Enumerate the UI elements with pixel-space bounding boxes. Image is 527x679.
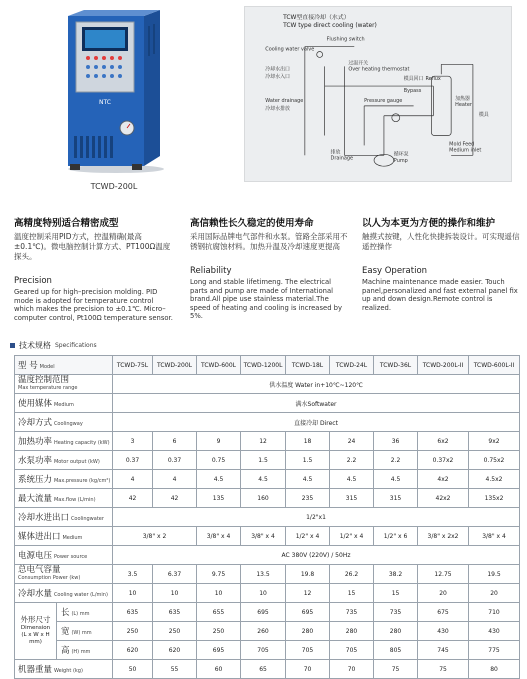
table-row: 水泵功率 Motor output (kW) 0.37 0.37 0.75 1.5 1.5 2.2 2.2 0.37x2 0.75x2 — [15, 451, 520, 470]
feature-zh-body: 采用国际品牌电气部件和水泵。管路全部采用不锈钢抗腐蚀材料。加热升温及冷却速度更提高 — [190, 232, 348, 251]
spec-heading — [10, 340, 97, 351]
diagram-label: 模具回口 — [403, 76, 424, 83]
table-row: 总电气容量 Consumption Power (kw) 3.5 6.37 9.75 13.5 19.8 26.2 38.2 12.75 19.5 — [15, 565, 520, 584]
table-row: 加热功率 Heating capacity (kW) 3 6 9 12 18 24 36 6x2 9x2 — [15, 432, 520, 451]
spec-heading-zh: 技术规格 — [19, 341, 51, 350]
diagram-title-en: TCW type direct cooling (water) — [283, 21, 377, 29]
diagram-label: 排放 — [330, 149, 341, 156]
feature-en-title: Easy Operation — [362, 266, 428, 276]
cooling-diagram — [244, 6, 512, 182]
diagram-label: 加热器 — [455, 95, 470, 102]
table-row: 冷却方式 Coolingway 直接冷却 Direct — [15, 413, 520, 432]
panel-brand: NTC — [99, 99, 111, 106]
table-row: 高 (H) mm 620 620 695 705 705 705 805 745 775 — [15, 641, 520, 660]
diagram-label: Mold Feed — [449, 141, 475, 148]
feature-zh-title: 高精度特别适合精密成型 — [14, 218, 119, 229]
diagram-label: 冷却水排放 — [265, 105, 290, 112]
feature-reliability — [190, 218, 350, 321]
diagram-label: Medium inlet — [449, 147, 482, 154]
spec-heading-en: Specifications — [55, 342, 97, 349]
diagram-label: 冷却水出口 — [265, 66, 290, 73]
table-row: 电源电压 Power source AC 380V (220V) / 50Hz — [15, 546, 520, 565]
machine-image — [58, 6, 168, 174]
feature-zh-body: 触摸式按键，人性化快捷拆装设计。可实现遥信遥控操作 — [362, 232, 520, 251]
diagram-label: Bypass — [403, 88, 422, 95]
diagram-label: Flushing switch — [326, 36, 365, 43]
diagram-label: Pressure gauge — [364, 97, 403, 104]
table-row: 型 号 Model TCWD-75L TCWD-200L TCWD-600L TCWD-1200L TCWD-18L TCWD-24L TCWD-36L TCWD-200L-II TCWD-600L-II — [15, 356, 520, 375]
feature-en-body: Long and stable lifetimeng. The electrical parts and pump are made of International brand.All pipe use stainless material.The speed of heating and cooling is increased by 5%. — [190, 278, 343, 320]
table-row: 冷却水进出口 Coolingwater 1/2"x1 — [15, 508, 520, 527]
diagram-label: Heater — [455, 101, 472, 108]
model-caption: TCWD-200L — [90, 182, 138, 191]
diagram-label: Cooling water valve — [265, 46, 315, 53]
feature-zh-title: 高信赖性长久稳定的使用寿命 — [190, 218, 314, 229]
table-row: 最大流量 Max.flow (L/min) 42 42 135 160 235 315 315 42x2 135x2 — [15, 489, 520, 508]
table-row: 系统压力 Max.pressure (kg/cm²) 4 4 4.5 4.5 4.5 4.5 4.5 4x2 4.5x2 — [15, 470, 520, 489]
table-row: 宽 (W) mm 250 250 250 260 280 280 280 430 430 — [15, 622, 520, 641]
feature-precision — [14, 218, 174, 322]
table-row: 外形尺寸 Dimension (L x W x H mm) 长 (L) mm 635 635 655 695 695 735 735 675 710 — [15, 603, 520, 622]
diagram-label: 冷却水入口 — [265, 74, 290, 81]
feature-en-body: Machine maintenance made easier. Touch panel,personalized and fast external panel fix up and down design.Remote control is realized. — [362, 278, 518, 312]
diagram-label: Water drainage — [265, 97, 304, 104]
diagram-label: Pump — [393, 158, 408, 165]
diagram-label: 循环泵 — [393, 151, 409, 158]
table-row: 温度控制范围 Max temperature range 供水温度 Water in+10℃~120℃ — [15, 375, 520, 394]
feature-en-body: Geared up for high–precision molding. PID mode is adopted for temperature control which makes the precision to ±0.1℃. Micro–computer control, Pt100Ω temperature sensor. — [14, 288, 173, 322]
table-row: 媒体进出口 Medium 3/8" x 2 3/8" x 4 3/8" x 4 1/2" x 4 1/2" x 4 1/2" x 6 3/8" x 2x2 3/8" x 4 — [15, 527, 520, 546]
feature-en-title: Precision — [14, 276, 52, 286]
feature-zh-title: 以人为本更为方便的操作和维护 — [362, 218, 496, 229]
diagram-label: Over heating thermostat — [348, 66, 410, 73]
diagram-label: Drainage — [330, 155, 354, 162]
table-row: 使用媒体 Medium 满水Softwater — [15, 394, 520, 413]
bullet-square-icon — [10, 343, 15, 348]
feature-easy-operation — [362, 218, 520, 312]
diagram-label: 模具 — [478, 111, 489, 118]
table-row: 冷却水量 Cooling water (L/min) 10 10 10 10 12 15 15 20 20 — [15, 584, 520, 603]
table-row: 机器重量 Weight (kg) 50 55 60 65 70 70 75 75 80 — [15, 660, 520, 679]
diagram-label: 过温开关 — [348, 60, 369, 67]
diagram-title-zh: TCW型直接冷却（水式） — [283, 13, 350, 21]
spec-table — [14, 355, 520, 679]
feature-zh-body: 温度控制采用PID方式，控温精确(最高±0.1℃)。微电脑控制计算方式、PT100Ω温度探头。 — [14, 232, 171, 261]
diagram-label: Reflux — [425, 76, 441, 83]
feature-en-title: Reliability — [190, 266, 232, 276]
